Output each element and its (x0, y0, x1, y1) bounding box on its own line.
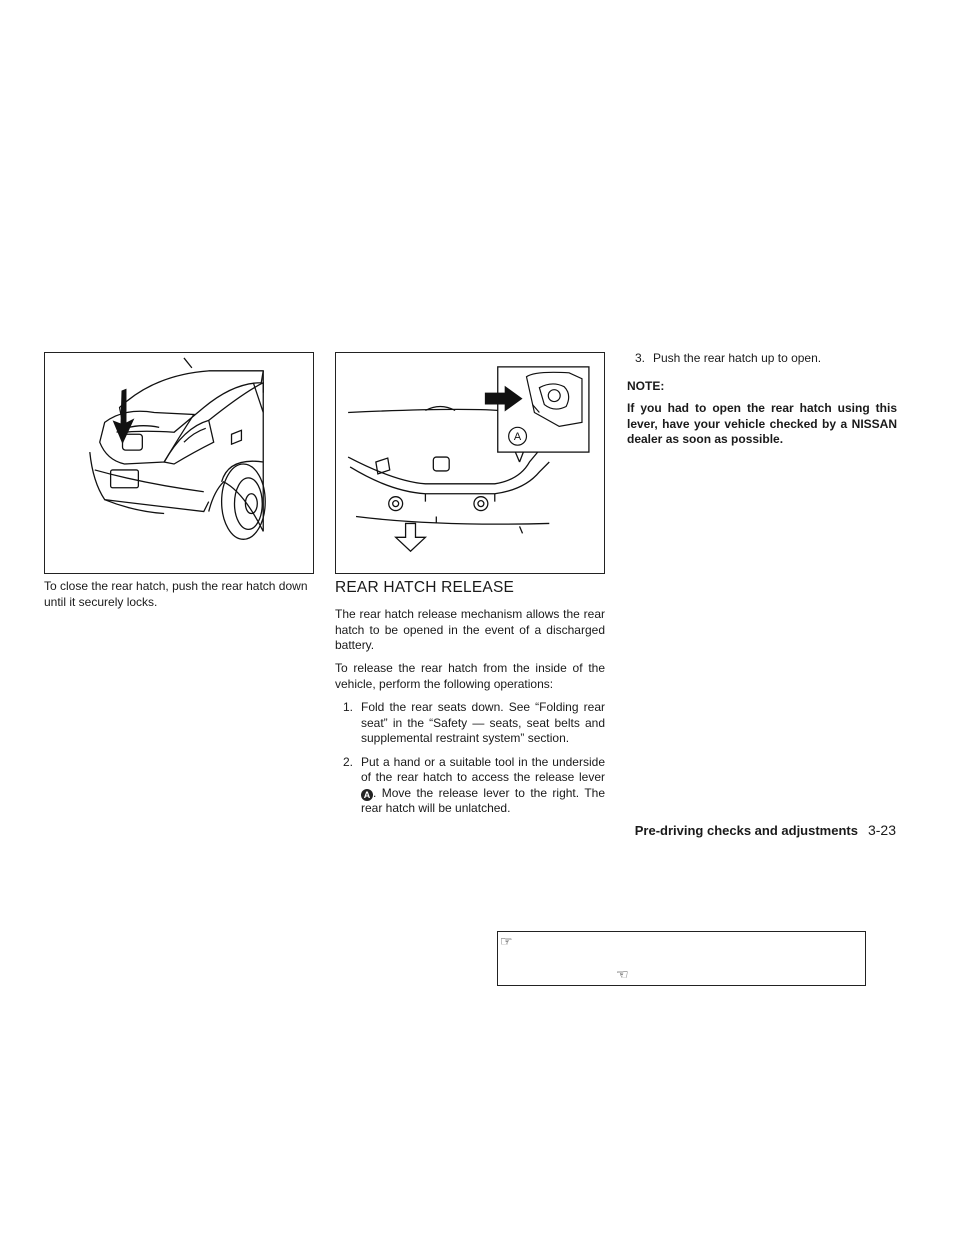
step-text-before: Put a hand or a suitable tool in the underside of the rear hatch to access the release lever (361, 754, 605, 784)
step-text: Fold the rear seats down. See “Folding rear seat” in the “Safety — seats, seat belts and supplemental restraint system” section. (361, 700, 605, 745)
list-item (335, 700, 605, 747)
para-operations (335, 661, 605, 692)
caption-close-hatch (44, 579, 316, 610)
step-text: Push the rear hatch up to open. (653, 351, 822, 365)
footer-section-title: Pre-driving checks and adjustments (634, 823, 858, 838)
pointing-hand-icon: ☞ (500, 933, 513, 949)
page-number: 3-23 (867, 822, 896, 838)
note-heading: NOTE: (627, 379, 665, 393)
step-number: 2. (343, 754, 354, 769)
step-text-after: . Move the release lever to the right. The rear hatch will be unlatched. (361, 785, 605, 815)
reference-box (497, 931, 866, 986)
figure-rear-hatch-release (335, 352, 605, 574)
list-item (627, 351, 897, 367)
para-mechanism (335, 607, 605, 654)
para1-text: The rear hatch release mechanism allows the rear hatch to be opened in the event of a discharged battery. (335, 607, 605, 652)
steps-list (335, 700, 605, 825)
step-number: 3. (635, 351, 646, 365)
figure-rear-hatch-close (44, 352, 314, 574)
note-body: If you had to open the rear hatch using this lever, have your vehicle checked by a NISSAN dealer as soon as possible. (627, 401, 897, 446)
caption-text: To close the rear hatch, push the rear hatch down until it securely locks. (44, 579, 308, 609)
step-3 (627, 351, 897, 375)
para2-text: To release the rear hatch from the inside of the vehicle, perform the following operations: (335, 661, 605, 691)
step-number: 1. (343, 700, 354, 714)
rear-hatch-release-lever-illustration (336, 353, 604, 573)
callout-a-label: A (513, 431, 522, 444)
section-heading: REAR HATCH RELEASE (335, 579, 515, 596)
car-rear-hatch-closing-illustration (45, 353, 313, 573)
page-footer (560, 822, 896, 839)
pointing-hand-icon: ☜ (616, 966, 629, 982)
list-item (335, 755, 605, 817)
marker-a-icon: A (361, 789, 373, 801)
